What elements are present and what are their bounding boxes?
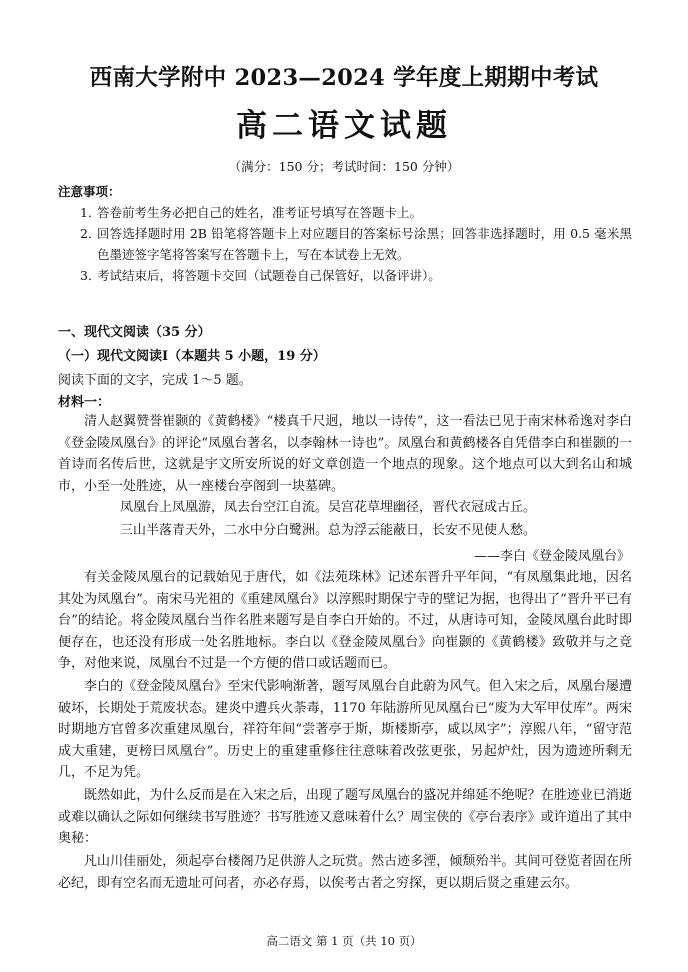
passage-paragraph-2: 有关金陵凤凰台的记载始见于唐代，如《法苑珠林》记述东晋升平年间，“有凤凰集此地，因名其处为凤凰台”。南宋马光祖的《重建凤凰台》以淳熙时期保宁寺的壁记为据，也得出了“晋升平已有台”的结论。将金陵凤凰台当作名胜来题写是自李白开始的。不过，从唐诗可知，金陵凤凰台此时即便存在，也还没有形成一处名胜地标。李白以《登金陵凤凰台》向崔颢的《黄鹤楼》致敬并与之竞争，对他来说，凤凰台不过是一个方便的借口或话题而已。 [58, 570, 632, 672]
passage-paragraph-4: 既然如此，为什么反而是在入宋之后，出现了题写凤凰台的盛况并绵延不绝呢？在胜迹业已消逝或难以确认之际如何继续书写胜迹？书写胜迹又意味着什么？周宝侠的《亭台表序》或许道出了其中奥秘： [58, 788, 632, 847]
passage-paragraph-5: 凡山川佳丽处，须起亭台楼阁乃足供游人之玩赏。然古迹多湮，倾颓殆半。其间可登览者固在所必纪，即有空名而无遗址可问者，亦必存焉，以俟考古者之穷探，更以期后贤之重建云尔。 [58, 854, 632, 891]
reading-instruction: 阅读下面的文字，完成 1～5 题。 [58, 373, 252, 388]
notes-heading: 注意事项： [58, 184, 121, 199]
passage-paragraph-1: 清人赵翼赞誉崔颢的《黄鹤楼》“楼真千尺迥，地以一诗传”，这一看法已见于南宋林希逸对李白《登金陵凤凰台》的评论“凤凰台著名，以李翰林一诗也”。凤凰台和黄鹤楼各自凭借李白和崔颢的一首诗而名传后世，这就是宇文所安所说的好文章创造一个地点的现象。这个地点可以大到名山和城市，小至一处胜迹，从一座楼台亭阁到一块墓碑。 [58, 414, 632, 494]
poem-line-2: 三山半落青天外，二水中分白鹭洲。总为浮云能蔽日，长安不见使人愁。 [120, 523, 537, 538]
note-item-2 [80, 223, 632, 265]
subsection-title: （一）现代文阅读Ⅰ（本题共 5 小题，19 分） [58, 349, 326, 364]
passage-paragraph-3: 李白的《登金陵凤凰台》至宋代影响渐著，题写凤凰台自此蔚为风气。但入宋之后，凤凰台屡遭破坏，长期处于荒废状态。建炎中遭兵火荼毒，1170 年陆游所见凤凰台已“废为大军甲仗库”。两宋时期地方官曾多次重建凤凰台，祥符年间“尝著亭于斯，斯楼斯亭，咸以凤字”；淳熙八年，“留守范成大重建，更榜曰凤凰台”。历史上的重建重修往往意味着改弦更张，另起炉灶，因为遗迹所剩无几，不足为凭。 [58, 679, 632, 781]
note-number: 2． [80, 226, 101, 241]
exam-title: 西南大学附中 2023—2024 学年度上期期中考试 [89, 65, 599, 91]
note-item-3 [80, 265, 632, 286]
note-text: 答卷前考生务必把自己的姓名，准考证号填写在答题卡上。 [97, 205, 423, 220]
page-footer: 高二语文 第 1 页（共 10 页） [266, 934, 422, 948]
poem-attribution: ——李白《登金陵凤凰台》 [473, 549, 630, 564]
score-info: （满分：150 分；考试时间：150 分钟） [228, 159, 460, 174]
note-text: 回答选择题时用 2B 铅笔将答题卡上对应题目的答案标号涂黑；回答非选择题时，用 0.5 毫米黑色墨迹签字笔将答案写在答题卡上，写在本试卷上无效。 [97, 226, 632, 262]
note-number: 3． [80, 268, 101, 283]
section-title: 一、现代文阅读（35 分） [58, 325, 211, 340]
material-label: 材料一： [58, 395, 111, 410]
note-number: 1． [80, 205, 101, 220]
poem-line-1: 凤凰台上凤凰游，凤去台空江自流。吴宫花草埋幽径，晋代衣冠成古丘。 [120, 500, 537, 515]
exam-subtitle: 高二语文试题 [236, 108, 452, 144]
note-text: 考试结束后，将答题卡交回（试题卷自己保管好，以备评讲）。 [97, 268, 441, 283]
note-item-1 [80, 202, 632, 223]
